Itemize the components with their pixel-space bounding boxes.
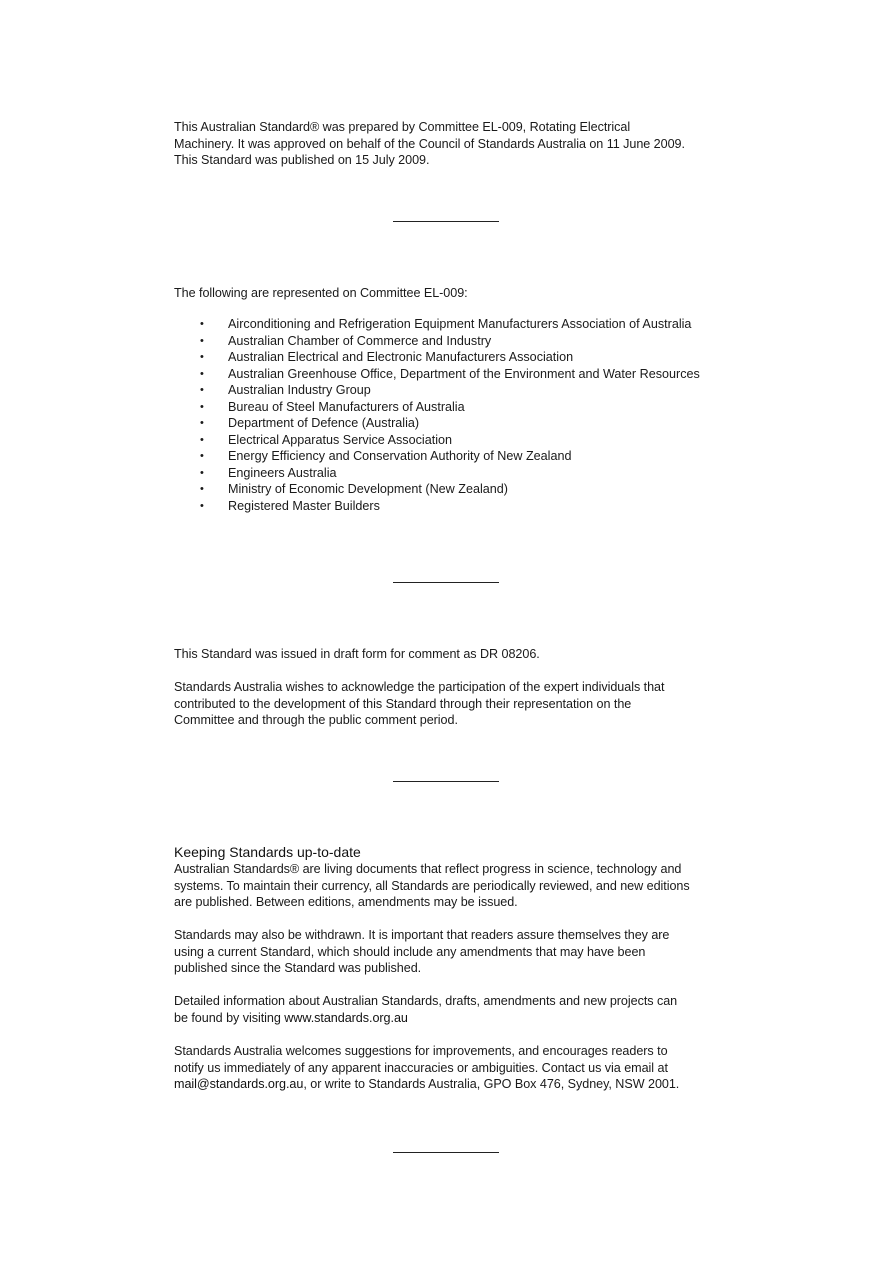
list-item — [174, 366, 774, 383]
paragraph-text: be found by visiting — [174, 1010, 285, 1025]
member-name: Energy Efficiency and Conservation Authority of New Zealand — [228, 449, 572, 463]
member-name: Ministry of Economic Development (New Zealand) — [228, 482, 508, 496]
paragraph-line — [174, 1010, 734, 1027]
uptodate-paragraph-2 — [174, 927, 734, 977]
list-item — [174, 399, 774, 416]
bullet-icon: • — [200, 433, 204, 446]
bullet-icon: • — [200, 450, 204, 462]
uptodate-paragraph-4 — [174, 1043, 734, 1093]
paragraph-line: Standards Australia welcomes suggestions for improvements, and encourages readers to — [174, 1044, 668, 1058]
paragraph-line: systems. To maintain their currency, all Standards are periodically reviewed, and new editions — [174, 878, 690, 893]
acknowledgement-line: Standards Australia wishes to acknowledge the participation of the expert individuals that — [174, 680, 665, 694]
paragraph-line: Detailed information about Australian Standards, drafts, amendments and new projects can — [174, 994, 678, 1008]
uptodate-paragraph-1 — [174, 861, 734, 911]
intro-paragraph — [174, 119, 734, 169]
list-item — [174, 316, 774, 333]
bullet-icon: • — [200, 499, 204, 512]
paragraph-line: are published. Between editions, amendments may be issued. — [174, 895, 518, 909]
paragraph-line: published since the Standard was published. — [174, 961, 422, 975]
committee-heading-text: The following are represented on Committee EL-009: — [174, 286, 468, 300]
section-divider — [393, 781, 499, 782]
intro-line: This Australian Standard® was prepared by Committee EL-009, Rotating Electrical — [174, 120, 631, 134]
acknowledgement-line: Committee and through the public comment period. — [174, 713, 458, 727]
member-name: Australian Industry Group — [228, 383, 371, 397]
paragraph-line: notify us immediately of any apparent inaccuracies or ambiguities. Contact us via email at — [174, 1060, 668, 1075]
intro-line: Machinery. It was approved on behalf of the Council of Standards Australia on 11 June 2009. — [174, 136, 685, 151]
bullet-icon: • — [200, 483, 204, 495]
email-link[interactable]: mail@standards.org.au — [174, 1077, 304, 1091]
member-name: Airconditioning and Refrigeration Equipment Manufacturers Association of Australia — [228, 317, 692, 331]
list-item — [174, 432, 774, 449]
bullet-icon: • — [200, 334, 204, 347]
list-item — [174, 349, 774, 366]
list-item — [174, 465, 774, 482]
draft-issued-text: This Standard was issued in draft form for comment as DR 08206. — [174, 647, 540, 661]
uptodate-paragraph-3 — [174, 993, 734, 1026]
bullet-icon: • — [200, 351, 204, 363]
list-item — [174, 481, 774, 498]
draft-issued-paragraph — [174, 646, 734, 663]
member-name: Department of Defence (Australia) — [228, 416, 420, 430]
bullet-icon: • — [200, 318, 204, 330]
member-name: Australian Chamber of Commerce and Industry — [228, 333, 492, 348]
bullet-icon: • — [200, 384, 204, 396]
member-name: Electrical Apparatus Service Association — [228, 432, 452, 447]
list-item — [174, 415, 774, 432]
member-name: Australian Electrical and Electronic Manufacturers Association — [228, 350, 574, 364]
section-divider — [393, 582, 499, 583]
list-item — [174, 333, 774, 350]
bullet-icon: • — [200, 367, 204, 380]
member-name: Engineers Australia — [228, 465, 337, 480]
acknowledgement-paragraph — [174, 679, 734, 729]
paragraph-line: Australian Standards® are living documents that reflect progress in science, technology and — [174, 862, 682, 876]
committee-heading — [174, 285, 734, 302]
list-item — [174, 498, 774, 515]
list-item — [174, 448, 774, 465]
bullet-icon: • — [200, 466, 204, 479]
paragraph-text: , or write to Standards Australia, GPO Box 476, Sydney, NSW 2001. — [303, 1077, 680, 1091]
committee-member-list — [174, 316, 774, 514]
paragraph-line: using a current Standard, which should include any amendments that may have been — [174, 944, 646, 959]
paragraph-line: Standards may also be withdrawn. It is important that readers assure themselves they are — [174, 928, 670, 942]
uptodate-heading: Keeping Standards up-to-date — [174, 844, 361, 860]
section-divider — [393, 221, 499, 222]
member-name: Registered Master Builders — [228, 498, 380, 513]
paragraph-line — [174, 1076, 734, 1093]
member-name: Bureau of Steel Manufacturers of Australia — [228, 399, 465, 414]
member-name: Australian Greenhouse Office, Department of the Environment and Water Resources — [228, 366, 700, 381]
bullet-icon: • — [200, 417, 204, 429]
intro-line: This Standard was published on 15 July 2009. — [174, 153, 430, 167]
acknowledgement-line: contributed to the development of this Standard through their representation on the — [174, 696, 632, 711]
bullet-icon: • — [200, 400, 204, 413]
website-link[interactable]: www.standards.org.au — [284, 1010, 408, 1025]
list-item — [174, 382, 774, 399]
section-divider — [393, 1152, 499, 1153]
